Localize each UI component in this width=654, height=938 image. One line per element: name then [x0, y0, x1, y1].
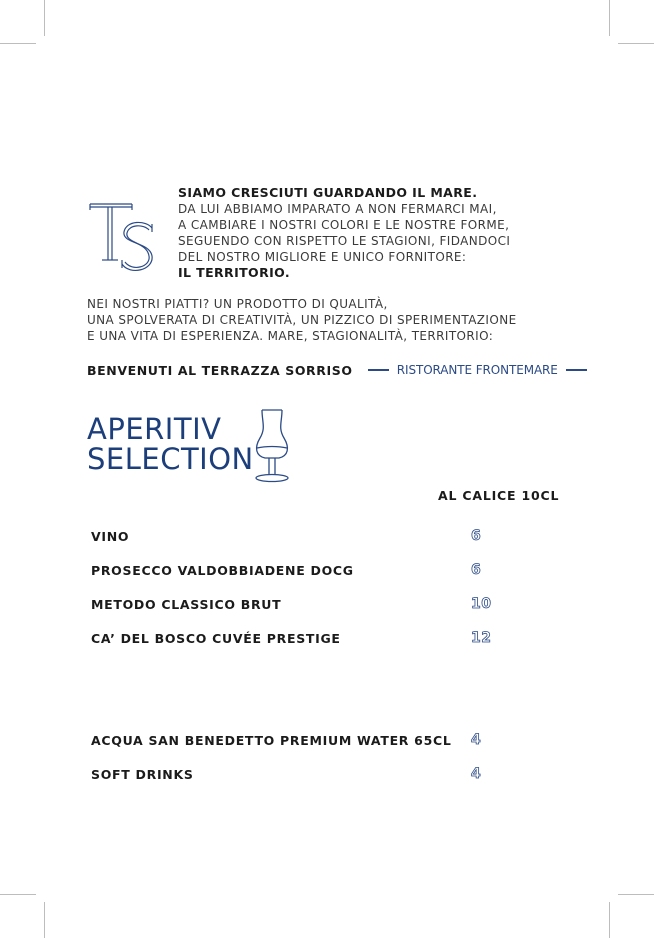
menu-item-name: ACQUA SAN BENEDETTO PREMIUM WATER 65CL — [91, 733, 452, 748]
welcome-row — [87, 360, 587, 380]
intro-text — [178, 185, 598, 281]
menu-item — [91, 597, 531, 615]
paragraph-line: E UNA VITA DI ESPERIENZA. MARE, STAGIONALITÀ, TERRITORIO: — [87, 329, 494, 343]
menu-item-price: 12 — [471, 630, 492, 646]
divider-line — [566, 369, 587, 371]
menu-item-price: 4 — [471, 766, 482, 782]
intro-line: DA LUI ABBIAMO IMPARATO A NON FERMARCI MAI, — [178, 202, 497, 216]
wine-glass-icon — [252, 408, 292, 484]
menu-item-price: 6 — [471, 562, 482, 578]
crop-mark — [618, 894, 654, 895]
intro-line: A CAMBIARE I NOSTRI COLORI E LE NOSTRE FORME, — [178, 218, 510, 232]
crop-mark — [44, 902, 45, 938]
menu-item — [91, 733, 531, 751]
crop-mark — [0, 43, 36, 44]
menu-item — [91, 767, 531, 785]
menu-item-name: METODO CLASSICO BRUT — [91, 597, 282, 612]
menu-item — [91, 529, 531, 547]
philosophy-paragraph — [87, 296, 587, 344]
menu-item-name: PROSECCO VALDOBBIADENE DOCG — [91, 563, 354, 578]
section-title-line: APERITIV — [87, 412, 222, 446]
crop-mark — [44, 0, 45, 36]
intro-closing: IL TERRITORIO. — [178, 265, 291, 280]
column-header: AL CALICE 10CL — [438, 488, 560, 503]
ts-monogram-icon — [86, 198, 160, 278]
paragraph-line: UNA SPOLVERATA DI CREATIVITÀ, UN PIZZICO DI SPERIMENTAZIONE — [87, 313, 517, 327]
menu-item-name: VINO — [91, 529, 130, 544]
menu-item — [91, 563, 531, 581]
restaurant-subtitle: RISTORANTE FRONTEMARE — [396, 363, 558, 377]
section-title — [87, 414, 254, 474]
section-title-line: SELECTION — [87, 442, 254, 476]
menu-item-price: 4 — [471, 732, 482, 748]
paragraph-line: NEI NOSTRI PIATTI? UN PRODOTTO DI QUALITÀ, — [87, 297, 388, 311]
intro-line: DEL NOSTRO MIGLIORE E UNICO FORNITORE: — [178, 250, 467, 264]
menu-item-name: CA’ DEL BOSCO CUVÉE PRESTIGE — [91, 631, 341, 646]
menu-item — [91, 631, 531, 649]
divider-line — [368, 369, 389, 371]
intro-headline: SIAMO CRESCIUTI GUARDANDO IL MARE. — [178, 185, 478, 200]
menu-item-price: 10 — [471, 596, 492, 612]
crop-mark — [0, 894, 36, 895]
intro-line: SEGUENDO CON RISPETTO LE STAGIONI, FIDANDOCI — [178, 234, 511, 248]
crop-mark — [609, 0, 610, 36]
crop-mark — [609, 902, 610, 938]
menu-item-name: SOFT DRINKS — [91, 767, 194, 782]
welcome-text: BENVENUTI AL TERRAZZA SORRISO — [87, 362, 353, 378]
menu-item-price: 6 — [471, 528, 482, 544]
crop-mark — [618, 43, 654, 44]
